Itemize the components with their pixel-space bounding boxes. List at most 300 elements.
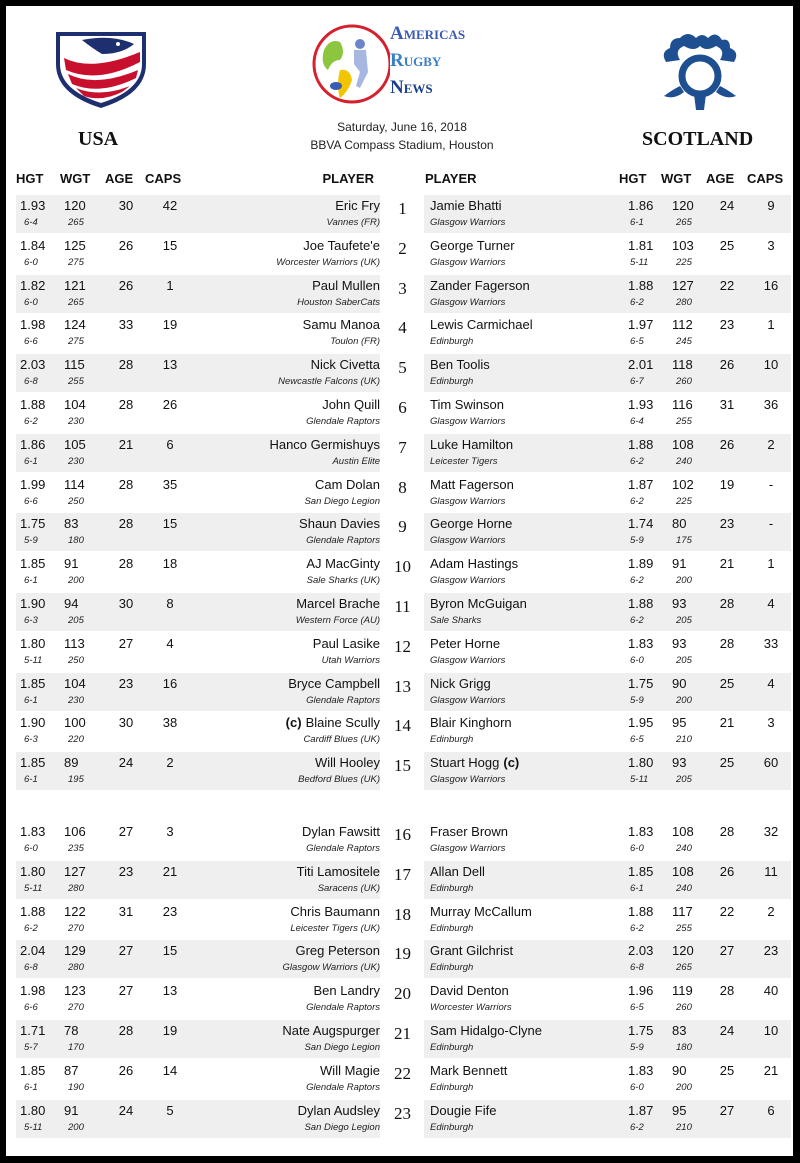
jersey-number: 3 [398,278,407,298]
usa-height-ft: 6-2 [24,922,38,934]
sco-player-name [430,317,533,332]
usa-player-name [176,278,380,293]
sco-height-m: 1.88 [628,903,654,919]
player-name: George Horne [430,516,513,532]
sco-caps: 21 [763,1062,779,1078]
sco-age: 25 [719,237,735,253]
sco-age: 25 [719,675,735,691]
usa-height-m: 1.85 [20,1062,46,1078]
usa-player-name [176,397,380,412]
col-player: PLAYER [425,171,477,186]
jersey-number: 4 [398,318,407,338]
usa-player-club: San Diego Legion [304,495,380,507]
usa-age: 26 [118,277,134,293]
usa-height-ft: 6-1 [24,575,38,587]
table-row [16,633,791,673]
sco-player-name [430,824,508,839]
sco-height-ft: 6-2 [630,575,644,587]
table-row [16,752,791,792]
sco-height-ft: 6-5 [630,734,644,746]
usa-height-m: 1.71 [20,1023,46,1038]
away-team-name: SCOTLAND [642,128,754,150]
sco-weight-lb: 265 [676,962,692,974]
player-name: Paul Mullen [312,277,380,293]
sco-weight-lb: 210 [676,1121,692,1133]
table-row [16,354,791,394]
usa-caps: 21 [162,863,178,879]
sco-player-club: Glasgow Warriors [430,296,506,308]
usa-age: 24 [118,755,134,771]
usa-height-ft: 6-8 [24,962,38,974]
sco-height-m: 1.83 [628,824,654,839]
usa-weight-lb: 220 [68,734,84,746]
sco-weight-kg: 112 [672,317,693,333]
sco-player-name [430,477,514,492]
sco-weight-lb: 200 [676,1081,692,1093]
col-hgt: HGT [619,171,647,186]
usa-player-club: Toulon (FR) [330,336,380,348]
usa-height-ft: 6-6 [24,1002,38,1014]
usa-height-m: 2.04 [20,943,46,959]
usa-player-club: Sale Sharks (UK) [306,575,380,587]
sco-height-ft: 6-2 [630,455,644,467]
sco-age: 27 [719,943,735,959]
sco-weight-lb: 245 [676,336,692,348]
sco-weight-lb: 175 [676,535,692,547]
usa-player-name [176,198,380,213]
sco-player-club: Glasgow Warriors [430,843,506,854]
sco-player-club: Edinburgh [430,922,474,934]
sco-weight-lb: 255 [676,416,692,427]
usa-weight-kg: 125 [64,237,86,253]
jersey-number: 20 [394,984,411,1004]
col-caps: CAPS [747,171,784,186]
sco-height-m: 2.03 [628,943,654,959]
usa-weight-lb: 230 [68,694,84,706]
usa-height-m: 1.88 [20,903,46,919]
usa-weight-kg: 122 [64,903,86,919]
sco-height-ft: 6-0 [630,843,644,854]
usa-weight-lb: 170 [68,1042,84,1053]
sco-height-ft: 6-0 [630,654,644,666]
sco-weight-lb: 240 [676,455,692,467]
sco-caps: - [768,476,774,492]
usa-height-m: 1.98 [20,983,46,999]
sco-height-ft: 6-7 [630,376,644,388]
usa-player-name [176,864,380,879]
usa-caps: 19 [162,1023,178,1038]
sco-weight-kg: 120 [672,943,694,959]
sco-weight-kg: 91 [672,556,687,572]
sco-age: 23 [719,317,735,333]
scotland-rugby-logo-icon [650,30,750,112]
player-name: Fraser Brown [430,824,509,839]
sco-player-club: Glasgow Warriors [430,774,506,786]
player-name: Ben Landry [313,983,380,999]
sco-player-club: Glasgow Warriors [430,217,506,228]
usa-height-ft: 6-1 [24,774,38,786]
table-row [16,901,791,941]
sco-height-m: 1.75 [628,1023,654,1038]
usa-caps: 16 [162,675,178,691]
usa-caps: 8 [166,596,174,611]
table-row [16,940,791,980]
sco-weight-kg: 108 [672,436,694,452]
brand-line: News [390,77,433,98]
usa-player-club: Cardiff Blues (UK) [303,734,380,746]
usa-weight-kg: 124 [64,317,86,333]
usa-age: 28 [118,516,134,532]
sco-player-club: Glasgow Warriors [430,256,506,268]
player-name: Nick Civetta [310,357,380,373]
sco-height-ft: 6-8 [630,962,644,974]
table-row [16,1020,791,1060]
table-row [16,394,791,434]
usa-height-m: 1.80 [20,635,46,651]
usa-height-m: 1.85 [20,675,46,691]
sco-weight-kg: 90 [672,675,687,691]
brand-line: Americas [390,23,466,44]
usa-weight-lb: 190 [68,1081,84,1093]
table-row [16,275,791,315]
usa-height-m: 1.80 [20,863,46,879]
sco-height-ft: 6-2 [630,495,644,507]
sco-height-m: 1.96 [628,983,654,999]
sco-player-name [430,1023,542,1038]
sco-height-m: 1.81 [628,237,654,253]
player-name: Ben Toolis [430,357,490,373]
usa-player-club: Glendale Raptors [306,535,380,547]
usa-age: 24 [118,1102,134,1118]
usa-height-m: 1.98 [20,317,46,333]
sco-player-name [430,715,512,730]
sco-player-club: Sale Sharks [430,615,482,626]
usa-age: 30 [118,715,134,731]
sco-height-m: 1.95 [628,715,654,731]
usa-height-ft: 6-8 [24,376,38,388]
jersey-number: 12 [394,636,411,656]
sco-player-name [430,676,491,691]
sco-weight-lb: 280 [676,296,692,308]
col-age: AGE [706,171,735,186]
jersey-number: 18 [394,904,411,924]
usa-weight-lb: 250 [68,495,84,507]
usa-player-club: Glendale Raptors [306,843,380,854]
player-name: Lewis Carmichael [430,317,533,333]
usa-player-club: Western Force (AU) [295,615,380,626]
sco-caps: 1 [767,556,775,572]
usa-weight-kg: 104 [64,397,86,412]
usa-player-name [176,1103,380,1118]
usa-height-ft: 6-0 [24,256,38,268]
col-caps: CAPS [145,171,182,186]
usa-height-ft: 6-2 [24,416,38,427]
table-row [16,712,791,752]
sco-player-name [430,943,513,958]
usa-height-ft: 5-9 [24,535,38,547]
sco-caps: 10 [763,357,779,373]
usa-player-club: Utah Warriors [321,654,380,666]
usa-age: 27 [118,943,134,959]
sco-player-name [430,636,500,651]
usa-age: 27 [118,983,134,999]
sco-height-ft: 5-9 [630,1042,644,1053]
sco-height-m: 1.80 [628,755,654,771]
sco-player-name [430,278,530,293]
sco-age: 21 [719,715,735,731]
sco-player-name [430,983,509,998]
table-row [16,513,791,553]
sco-caps: 10 [763,1023,779,1038]
usa-player-name [176,238,380,253]
sco-weight-lb: 225 [676,256,692,268]
usa-age: 31 [118,903,134,919]
col-player: PLAYER [322,171,374,186]
col-hgt: HGT [16,171,44,186]
sco-caps: 60 [763,755,779,771]
player-name: Shaun Davies [299,516,380,532]
sco-weight-kg: 83 [672,1023,687,1038]
jersey-number: 21 [394,1024,411,1043]
usa-weight-kg: 123 [64,983,86,999]
player-name: Will Magie [320,1062,380,1078]
sco-weight-kg: 108 [672,824,694,839]
usa-player-club: Vannes (FR) [326,217,380,228]
sco-caps: 3 [767,715,775,731]
sco-player-club: Glasgow Warriors [430,416,506,427]
lineup-sheet [6,6,793,1156]
sco-caps: 16 [763,277,779,293]
usa-height-m: 1.90 [20,715,46,731]
sco-player-club: Glasgow Warriors [430,575,506,587]
usa-caps: 38 [162,715,178,731]
usa-age: 26 [118,1062,134,1078]
usa-age: 30 [118,596,134,611]
player-name: Adam Hastings [430,556,519,572]
usa-player-name [176,516,380,531]
usa-age: 28 [118,556,134,572]
sco-age: 19 [719,476,735,492]
usa-height-m: 2.03 [20,357,46,373]
usa-caps: 42 [162,198,178,213]
sco-height-m: 1.88 [628,277,654,293]
jersey-number: 23 [394,1103,411,1123]
americas-rugby-news-logo-icon [310,20,390,106]
usa-weight-lb: 235 [68,843,84,854]
usa-weight-kg: 127 [64,863,86,879]
player-name: Nate Augspurger [282,1023,380,1038]
usa-player-club: Austin Elite [332,455,380,467]
usa-caps: 23 [162,903,178,919]
usa-age: 28 [118,476,134,492]
sco-weight-lb: 200 [676,575,692,587]
jersey-number: 2 [398,238,407,258]
usa-age: 28 [118,1023,134,1038]
jersey-number: 14 [394,716,411,736]
usa-weight-lb: 230 [68,416,84,427]
sco-height-ft: 6-0 [630,1081,644,1093]
usa-caps: 13 [162,357,178,373]
usa-player-name [176,317,380,332]
sco-age: 25 [719,1062,735,1078]
sco-caps: - [768,516,774,532]
usa-caps: 15 [162,943,178,959]
sco-caps: 32 [763,824,779,839]
usa-caps: 2 [166,755,174,771]
player-name: Hanco Germishuys [269,436,380,452]
player-name: Tim Swinson [430,397,504,412]
player-name: John Quill [322,397,380,412]
usa-weight-kg: 94 [64,596,79,611]
usa-player-name [176,1063,380,1078]
usa-caps: 5 [166,1102,174,1118]
usa-height-m: 1.85 [20,755,46,771]
player-name: Stuart Hogg [430,755,500,771]
sco-player-club: Leicester Tigers [430,455,498,467]
col-wgt: WGT [60,171,91,186]
sco-weight-kg: 102 [672,476,694,492]
sco-height-m: 1.83 [628,1062,654,1078]
usa-weight-lb: 230 [68,455,84,467]
sco-weight-kg: 80 [672,516,687,532]
sco-height-m: 1.88 [628,596,654,611]
usa-caps: 35 [162,476,178,492]
player-name: Dougie Fife [430,1102,497,1118]
sco-weight-kg: 90 [672,1062,687,1078]
usa-height-m: 1.86 [20,436,46,452]
usa-player-name [176,755,380,770]
usa-caps: 6 [166,436,174,452]
table-row [16,1060,791,1100]
usa-player-club: Glendale Raptors [306,1002,380,1014]
sco-age: 24 [719,198,735,213]
usa-age: 30 [118,198,134,213]
player-name: Dylan Audsley [297,1102,380,1118]
player-name: Chris Baumann [290,903,380,919]
sco-height-m: 1.85 [628,863,654,879]
player-name: Dylan Fawsitt [301,824,380,839]
player-name: Blair Kinghorn [430,715,512,731]
jersey-number: 15 [394,756,411,776]
player-name: Bryce Campbell [288,675,380,691]
usa-player-name [176,477,380,492]
usa-caps: 18 [162,556,178,572]
sco-weight-lb: 205 [676,654,692,666]
sco-player-club: Edinburgh [430,376,474,388]
sco-height-ft: 5-11 [630,256,649,268]
match-venue: BBVA Compass Stadium, Houston [310,138,494,152]
sco-height-ft: 6-1 [630,217,644,228]
usa-caps: 3 [166,824,174,839]
jersey-number: 8 [398,477,407,497]
table-row [16,980,791,1020]
sco-player-club: Glasgow Warriors [430,694,506,706]
usa-height-ft: 6-1 [24,1081,38,1093]
sco-weight-kg: 95 [672,1102,687,1118]
jersey-number: 6 [398,398,407,417]
sco-age: 23 [719,516,735,532]
usa-player-club: Houston SaberCats [297,296,380,308]
usa-weight-lb: 280 [68,962,84,974]
sco-height-m: 1.86 [628,198,654,213]
sco-caps: 4 [767,675,775,691]
usa-player-name [176,596,380,611]
usa-weight-lb: 250 [68,654,84,666]
sco-weight-lb: 210 [676,734,692,746]
usa-caps: 26 [162,397,178,412]
player-name: Marcel Brache [296,596,380,611]
player-name: Blaine Scully [305,715,380,731]
sco-player-name [430,437,513,452]
sco-weight-lb: 205 [676,615,692,626]
usa-player-club: San Diego Legion [304,1042,380,1053]
usa-player-club: Leicester Tigers (UK) [290,922,380,934]
sco-height-m: 1.97 [628,317,654,333]
jersey-number: 22 [394,1063,411,1083]
player-name: Luke Hamilton [430,436,514,452]
sco-player-club: Edinburgh [430,1042,474,1053]
jersey-number: 13 [394,676,411,696]
usa-player-name [176,676,380,691]
sco-weight-kg: 117 [672,903,693,919]
usa-player-name [176,636,380,651]
sco-height-m: 1.75 [628,675,654,691]
usa-player-club: Newcastle Falcons (UK) [278,376,380,388]
sco-age: 26 [719,436,735,452]
usa-weight-kg: 89 [64,755,79,771]
table-row [16,553,791,593]
col-age: AGE [105,171,134,186]
player-name: Murray McCallum [430,903,532,919]
player-name: Zander Fagerson [430,277,530,293]
player-name: Grant Gilchrist [430,943,514,959]
sco-player-club: Worcester Warriors [430,1002,512,1014]
usa-height-ft: 5-11 [24,654,43,666]
usa-player-name [176,943,380,958]
usa-weight-kg: 78 [64,1023,79,1038]
sco-player-name [430,596,527,611]
usa-height-ft: 6-0 [24,296,38,308]
sco-weight-kg: 93 [672,755,687,771]
usa-age: 23 [118,675,134,691]
sco-age: 28 [719,824,735,839]
player-name: Nick Grigg [430,675,491,691]
usa-height-m: 1.85 [20,556,46,572]
sco-player-club: Edinburgh [430,962,474,974]
usa-height-ft: 6-6 [24,495,38,507]
table-row [16,434,791,474]
sco-height-ft: 6-1 [630,882,644,894]
player-name: AJ MacGinty [306,556,380,572]
usa-caps: 15 [162,516,178,532]
usa-weight-kg: 120 [64,198,86,213]
usa-player-club: Glendale Raptors [306,694,380,706]
sco-height-ft: 5-9 [630,694,644,706]
usa-player-club: Glasgow Warriors (UK) [282,962,380,974]
usa-age: 33 [118,317,134,333]
usa-player-name [176,437,380,452]
sco-height-m: 1.87 [628,476,654,492]
jersey-number: 9 [398,517,407,537]
sco-caps: 11 [764,863,778,879]
sco-weight-lb: 255 [676,922,692,934]
sco-player-name [430,357,490,372]
usa-weight-kg: 83 [64,516,79,532]
sco-height-ft: 6-2 [630,922,644,934]
sco-player-name [430,1063,507,1078]
sco-caps: 23 [763,943,779,959]
usa-height-ft: 5-11 [24,1121,43,1133]
